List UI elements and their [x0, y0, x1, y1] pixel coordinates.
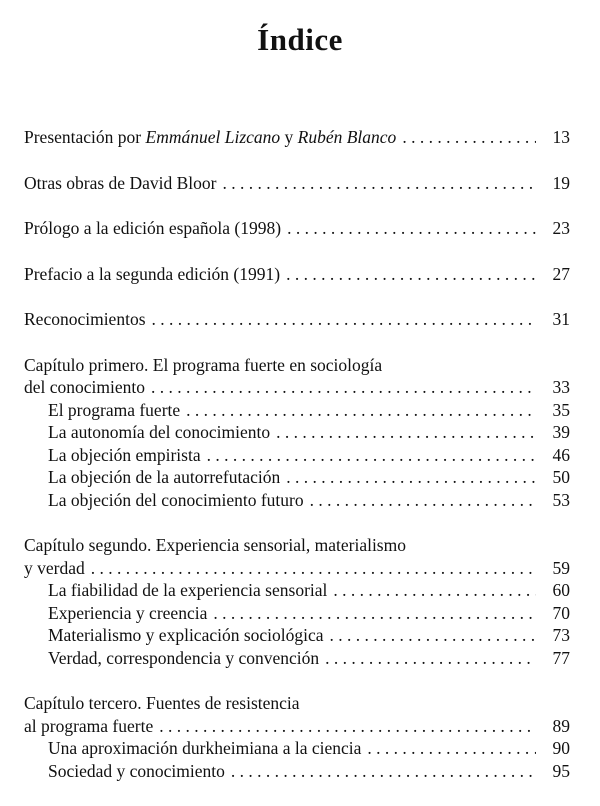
toc-chapter-entry[interactable]	[24, 715, 570, 738]
toc-dot-leader	[286, 466, 536, 489]
toc-section-label: Materialismo y explicación sociológica	[48, 625, 324, 645]
toc-page-number: 46	[552, 444, 570, 465]
toc-page-number: 35	[552, 399, 570, 420]
toc-entry-label	[24, 263, 280, 286]
toc-chapter	[24, 534, 570, 669]
toc-dot-leader	[330, 624, 536, 647]
toc-page-number: 90	[552, 738, 570, 758]
toc-dot-leader	[213, 602, 536, 625]
toc-section-entry[interactable]	[24, 579, 570, 602]
toc-chapter-title-line2: al programa fuerte	[24, 715, 154, 736]
toc-entry[interactable]	[24, 126, 570, 149]
toc-chapter-entry[interactable]	[24, 376, 570, 399]
toc-page-number: 73	[552, 625, 570, 645]
toc-page-number: 27	[552, 263, 570, 284]
toc-entry[interactable]	[24, 172, 570, 195]
toc-dot-leader	[333, 579, 536, 602]
toc-section-label: Una aproximación durkheimiana a la ciencia	[48, 738, 362, 758]
toc-page-number: 60	[552, 580, 570, 600]
toc-section-label: Verdad, correspondencia y convención	[48, 647, 320, 668]
toc-entry-label-part: Presentación por	[24, 127, 146, 147]
toc-chapter-title-line2: del conocimiento	[24, 377, 146, 397]
toc-chapter-title-line1[interactable]: Capítulo tercero. Fuentes de resistencia	[24, 693, 300, 713]
toc-section-label: Sociedad y conocimiento	[48, 760, 225, 781]
toc-section-label: La objeción de la autorrefutación	[48, 467, 281, 487]
toc-chapter-title-line1[interactable]: Capítulo primero. El programa fuerte en sociología	[24, 354, 383, 375]
toc-section-entry[interactable]	[24, 737, 570, 760]
toc-section-label: La fiabilidad de la experiencia sensorial	[48, 580, 328, 600]
toc-page-number: 39	[552, 422, 570, 442]
toc-page-number: 13	[552, 127, 570, 147]
toc-dot-leader	[152, 308, 536, 331]
toc-section-label: Experiencia y creencia	[48, 602, 208, 623]
toc-page-number: 89	[552, 715, 570, 736]
table-of-contents	[24, 126, 570, 782]
toc-entry-label	[24, 172, 216, 195]
toc-chapter-title-line1[interactable]: Capítulo segundo. Experiencia sensorial, materialismo	[24, 535, 406, 555]
toc-chapter-title-line2: y verdad	[24, 557, 85, 578]
toc-entry-label-part: Prefacio a la segunda edición (1991)	[24, 263, 281, 284]
toc-section-entry[interactable]	[24, 624, 570, 647]
toc-page-number: 59	[552, 557, 570, 578]
toc-section-label: La objeción del conocimiento futuro	[48, 489, 304, 510]
toc-section-entry[interactable]	[24, 760, 570, 783]
toc-section-entry[interactable]	[24, 647, 570, 670]
toc-dot-leader	[276, 421, 536, 444]
toc-dot-leader	[287, 217, 536, 240]
toc-page-number: 70	[552, 602, 570, 623]
toc-entry-label-part: y	[280, 127, 298, 147]
toc-section-entry[interactable]	[24, 399, 570, 422]
toc-entry-label	[24, 308, 146, 331]
toc-dot-leader	[231, 760, 536, 783]
toc-dot-leader	[286, 263, 536, 286]
toc-dot-leader	[159, 715, 536, 738]
toc-page-number: 33	[552, 377, 570, 397]
toc-section-label: La autonomía del conocimiento	[48, 422, 271, 442]
toc-page-number: 50	[552, 467, 570, 487]
toc-entry-label	[24, 126, 396, 149]
toc-page-number: 95	[552, 760, 570, 781]
toc-entry[interactable]	[24, 308, 570, 331]
toc-section-entry[interactable]	[24, 421, 570, 444]
toc-dot-leader	[367, 737, 536, 760]
toc-page-number: 19	[552, 172, 570, 193]
toc-dot-leader	[310, 489, 536, 512]
toc-entry-label-part: Prólogo a la edición española (1998)	[24, 218, 282, 238]
toc-entry-label-part: Reconocimientos	[24, 309, 146, 329]
toc-entry-label-part: Emmánuel Lizcano	[145, 127, 281, 147]
toc-page-number: 77	[552, 647, 570, 668]
page-title: Índice	[257, 22, 343, 57]
toc-section-entry[interactable]	[24, 444, 570, 467]
toc-dot-leader	[402, 126, 536, 149]
toc-entry-label-part: Rubén Blanco	[297, 127, 397, 147]
toc-entry[interactable]	[24, 217, 570, 240]
toc-dot-leader	[91, 557, 536, 580]
toc-section-entry[interactable]	[24, 489, 570, 512]
toc-page-number: 23	[552, 218, 570, 238]
toc-page-number: 31	[552, 309, 570, 329]
toc-dot-leader	[222, 172, 536, 195]
toc-chapter	[24, 354, 570, 512]
toc-dot-leader	[325, 647, 536, 670]
toc-section-entry[interactable]	[24, 602, 570, 625]
toc-entry[interactable]	[24, 263, 570, 286]
toc-dot-leader	[186, 399, 536, 422]
toc-section-label: La objeción empirista	[48, 444, 201, 465]
toc-chapter-entry[interactable]	[24, 557, 570, 580]
toc-entry-label	[24, 217, 281, 240]
toc-dot-leader	[151, 376, 536, 399]
toc-page-number: 53	[552, 489, 570, 510]
toc-section-entry[interactable]	[24, 466, 570, 489]
toc-section-label: El programa fuerte	[48, 399, 181, 420]
toc-dot-leader	[207, 444, 536, 467]
toc-entry-label-part: Otras obras de David Bloor	[24, 172, 217, 193]
toc-chapter	[24, 692, 570, 782]
